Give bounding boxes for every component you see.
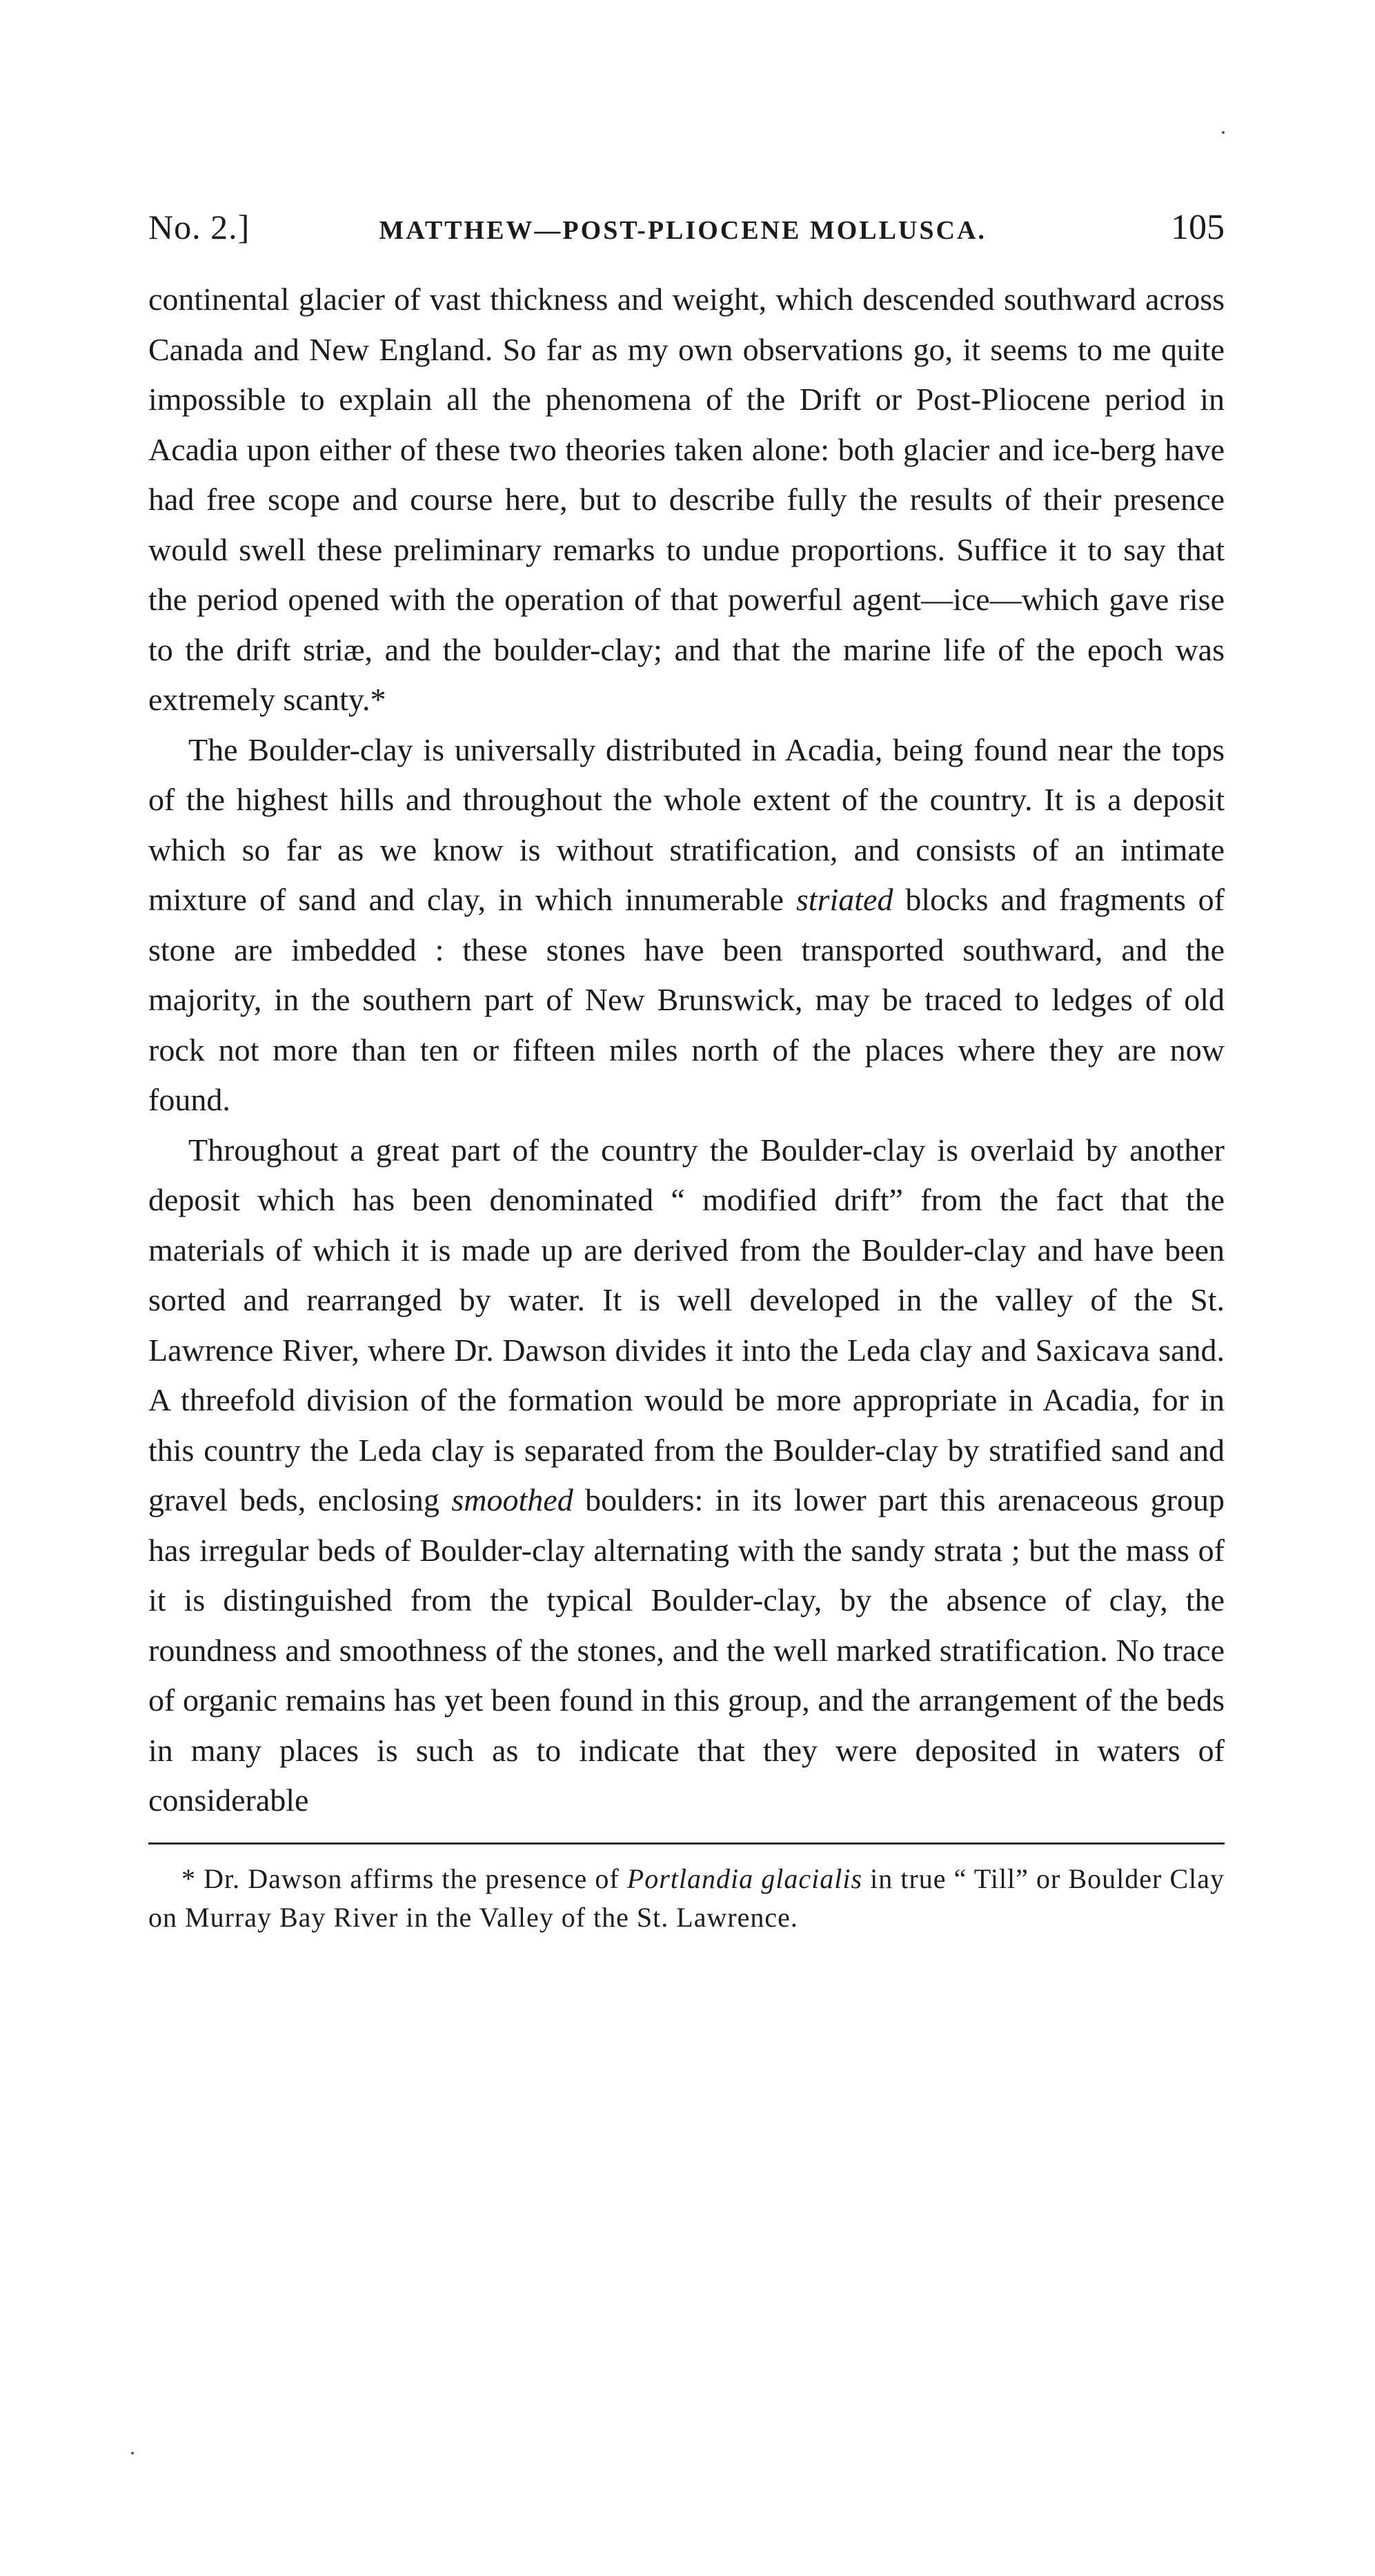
italic-striated: striated — [795, 882, 893, 917]
issue-number: No. 2.] — [148, 208, 250, 246]
page-number: 105 — [1170, 208, 1225, 247]
footnote-rule — [148, 1842, 1225, 1845]
paragraph-3-text-b: boulders: in its lower part this arenaceous group has irregular beds of Boulder-clay alternating with the sandy strata ; but the mass of it is distinguished from the typical Boulder-clay, by the absence of clay, the roundness and smoothness of the stones, and the well marked stratification. No trace of organic remains has yet been found in this group, and the arrangement of the beds in many places is such as to indicate that they were deposited in waters of considerable — [148, 1482, 1225, 1818]
speck-top-right — [1222, 131, 1225, 134]
paragraph-1 — [148, 275, 1225, 725]
paragraph-2-text-a: The Boulder-clay is universally distributed in Acadia, being found near the tops of the highest hills and throughout the whole extent of the country. It is a deposit which so far as we know is without stratification, and consists of an intimate mixture of sand and clay, in which innumerable — [148, 731, 1225, 917]
italic-smoothed: smoothed — [451, 1482, 573, 1517]
footnote-text-a: * Dr. Dawson affirms the presence of — [181, 1862, 627, 1894]
speck-bottom-left — [131, 2452, 134, 2455]
paragraph-1-text: continental glacier of vast thickness and weight, which descended southward across Canada and New England. So far as my own observations go, it seems to me quite impossible to explain all the phenomena of the Drift or Post-Pliocene period in Acadia upon either of these two theories taken alone: both glacier and ice-berg have had free scope and course here, but to describe fully the results of their presence would swell these preliminary remarks to undue proportions. Suffice it to say that the period opened with the operation of that powerful agent—ice—which gave rise to the drift striæ, and the boulder-clay; and that the marine life of the epoch was extremely scanty.* — [148, 282, 1225, 717]
running-title: MATTHEW—POST-PLIOCENE MOLLUSCA. — [379, 216, 987, 245]
paragraph-2-text-b: blocks and fragments of stone are imbedded : these stones have been transported southward, and the majority, in the southern part of New Brunswick, may be traced to ledges of old rock not more than ten or fifteen miles north of the places where they are now found. — [148, 882, 1225, 1117]
footnote-text — [148, 1860, 1225, 1937]
paragraph-3-text-a: Throughout a great part of the country the Boulder-clay is overlaid by another deposit which has been denominated “ modified drift” from the fact that the materials of which it is made up are derived from the Boulder-clay and have been sorted and rearranged by water. It is well developed in the valley of the St. Lawrence River, where Dr. Dawson divides it into the Leda clay and Saxicava sand. A threefold division of the formation would be more appropriate in Acadia, for in this country the Leda clay is separated from the Boulder-clay by stratified sand and gravel beds, enclosing — [148, 1132, 1225, 1517]
paragraph-3 — [148, 1125, 1225, 1826]
italic-species-name: Portlandia glacialis — [626, 1862, 863, 1894]
footnote-text-b: in true “ Till” or Boulder Clay on Murray Bay River in the Valley of the St. Lawrence. — [148, 1862, 1225, 1933]
paragraph-2 — [148, 725, 1225, 1125]
running-header — [148, 207, 1225, 262]
body-text — [148, 275, 1225, 1826]
footnote — [148, 1860, 1225, 1937]
page — [148, 207, 1225, 1937]
